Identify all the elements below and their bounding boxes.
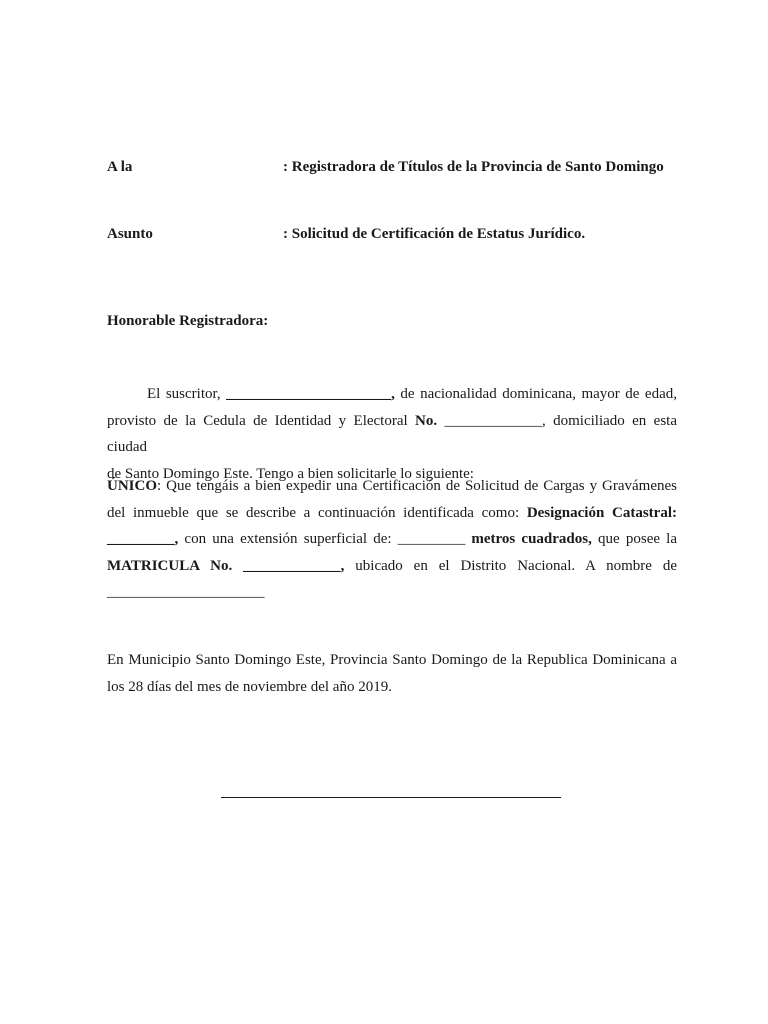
recipient-label: A la: [107, 159, 133, 175]
metros-label: metros cuadrados,: [471, 531, 592, 547]
request-line-2: [107, 500, 677, 527]
closing-line-2: los 28 días del mes de noviembre del año 2019.: [107, 678, 392, 695]
closing-paragraph: [107, 647, 677, 700]
request-text: ubicado en el Distrito Nacional. A nombre de: [344, 557, 677, 574]
subject-label: Asunto: [107, 226, 153, 242]
request-text: del inmueble que se describe a continuación identificada como:: [107, 504, 527, 521]
closing-line-1: En Municipio Santo Domingo Este, Provincia Santo Domingo de la Republica Dominicana a: [107, 652, 677, 668]
request-line-1: [107, 473, 677, 500]
intro-line-1: [107, 381, 677, 408]
name-blank: ______________________,: [226, 386, 395, 402]
request-text: que posee la: [591, 531, 678, 547]
recipient-value: : Registradora de Títulos de la Provincia de Santo Domingo: [283, 159, 664, 175]
intro-text: _____________, domiciliado en esta ciudad: [107, 412, 678, 455]
matricula-label: MATRICULA No. _____________,: [107, 557, 345, 574]
signature-line: [221, 797, 561, 798]
request-line-3: [107, 526, 677, 553]
intro-line-3: de Santo Domingo Este. Tengo a bien solicitarle lo siguiente:: [107, 465, 474, 482]
designacion-label: Designación Catastral:: [526, 504, 677, 521]
intro-text: de nacionalidad dominicana, mayor de edad,: [394, 386, 678, 402]
owner-name-blank: _____________________: [107, 584, 265, 600]
intro-text: El suscritor,: [147, 386, 227, 402]
request-text: : Que tengáis a bien expedir una Certificación de Solicitud de Cargas y Gravámenes: [157, 478, 677, 494]
intro-line-2: [107, 408, 677, 461]
designacion-blank: _________,: [107, 531, 179, 547]
unico-label: ÚNICO: [107, 478, 158, 494]
request-paragraph: [107, 473, 677, 606]
intro-text: provisto de la Cedula de Identidad y Electoral: [107, 412, 416, 429]
id-number-label: No.: [415, 412, 438, 429]
subject-value: : Solicitud de Certificación de Estatus Jurídico.: [283, 226, 586, 242]
salutation: Honorable Registradora:: [107, 313, 269, 329]
request-text: con una extensión superficial de: _________: [178, 531, 472, 547]
intro-paragraph: [107, 381, 677, 487]
request-line-4: [107, 553, 677, 580]
